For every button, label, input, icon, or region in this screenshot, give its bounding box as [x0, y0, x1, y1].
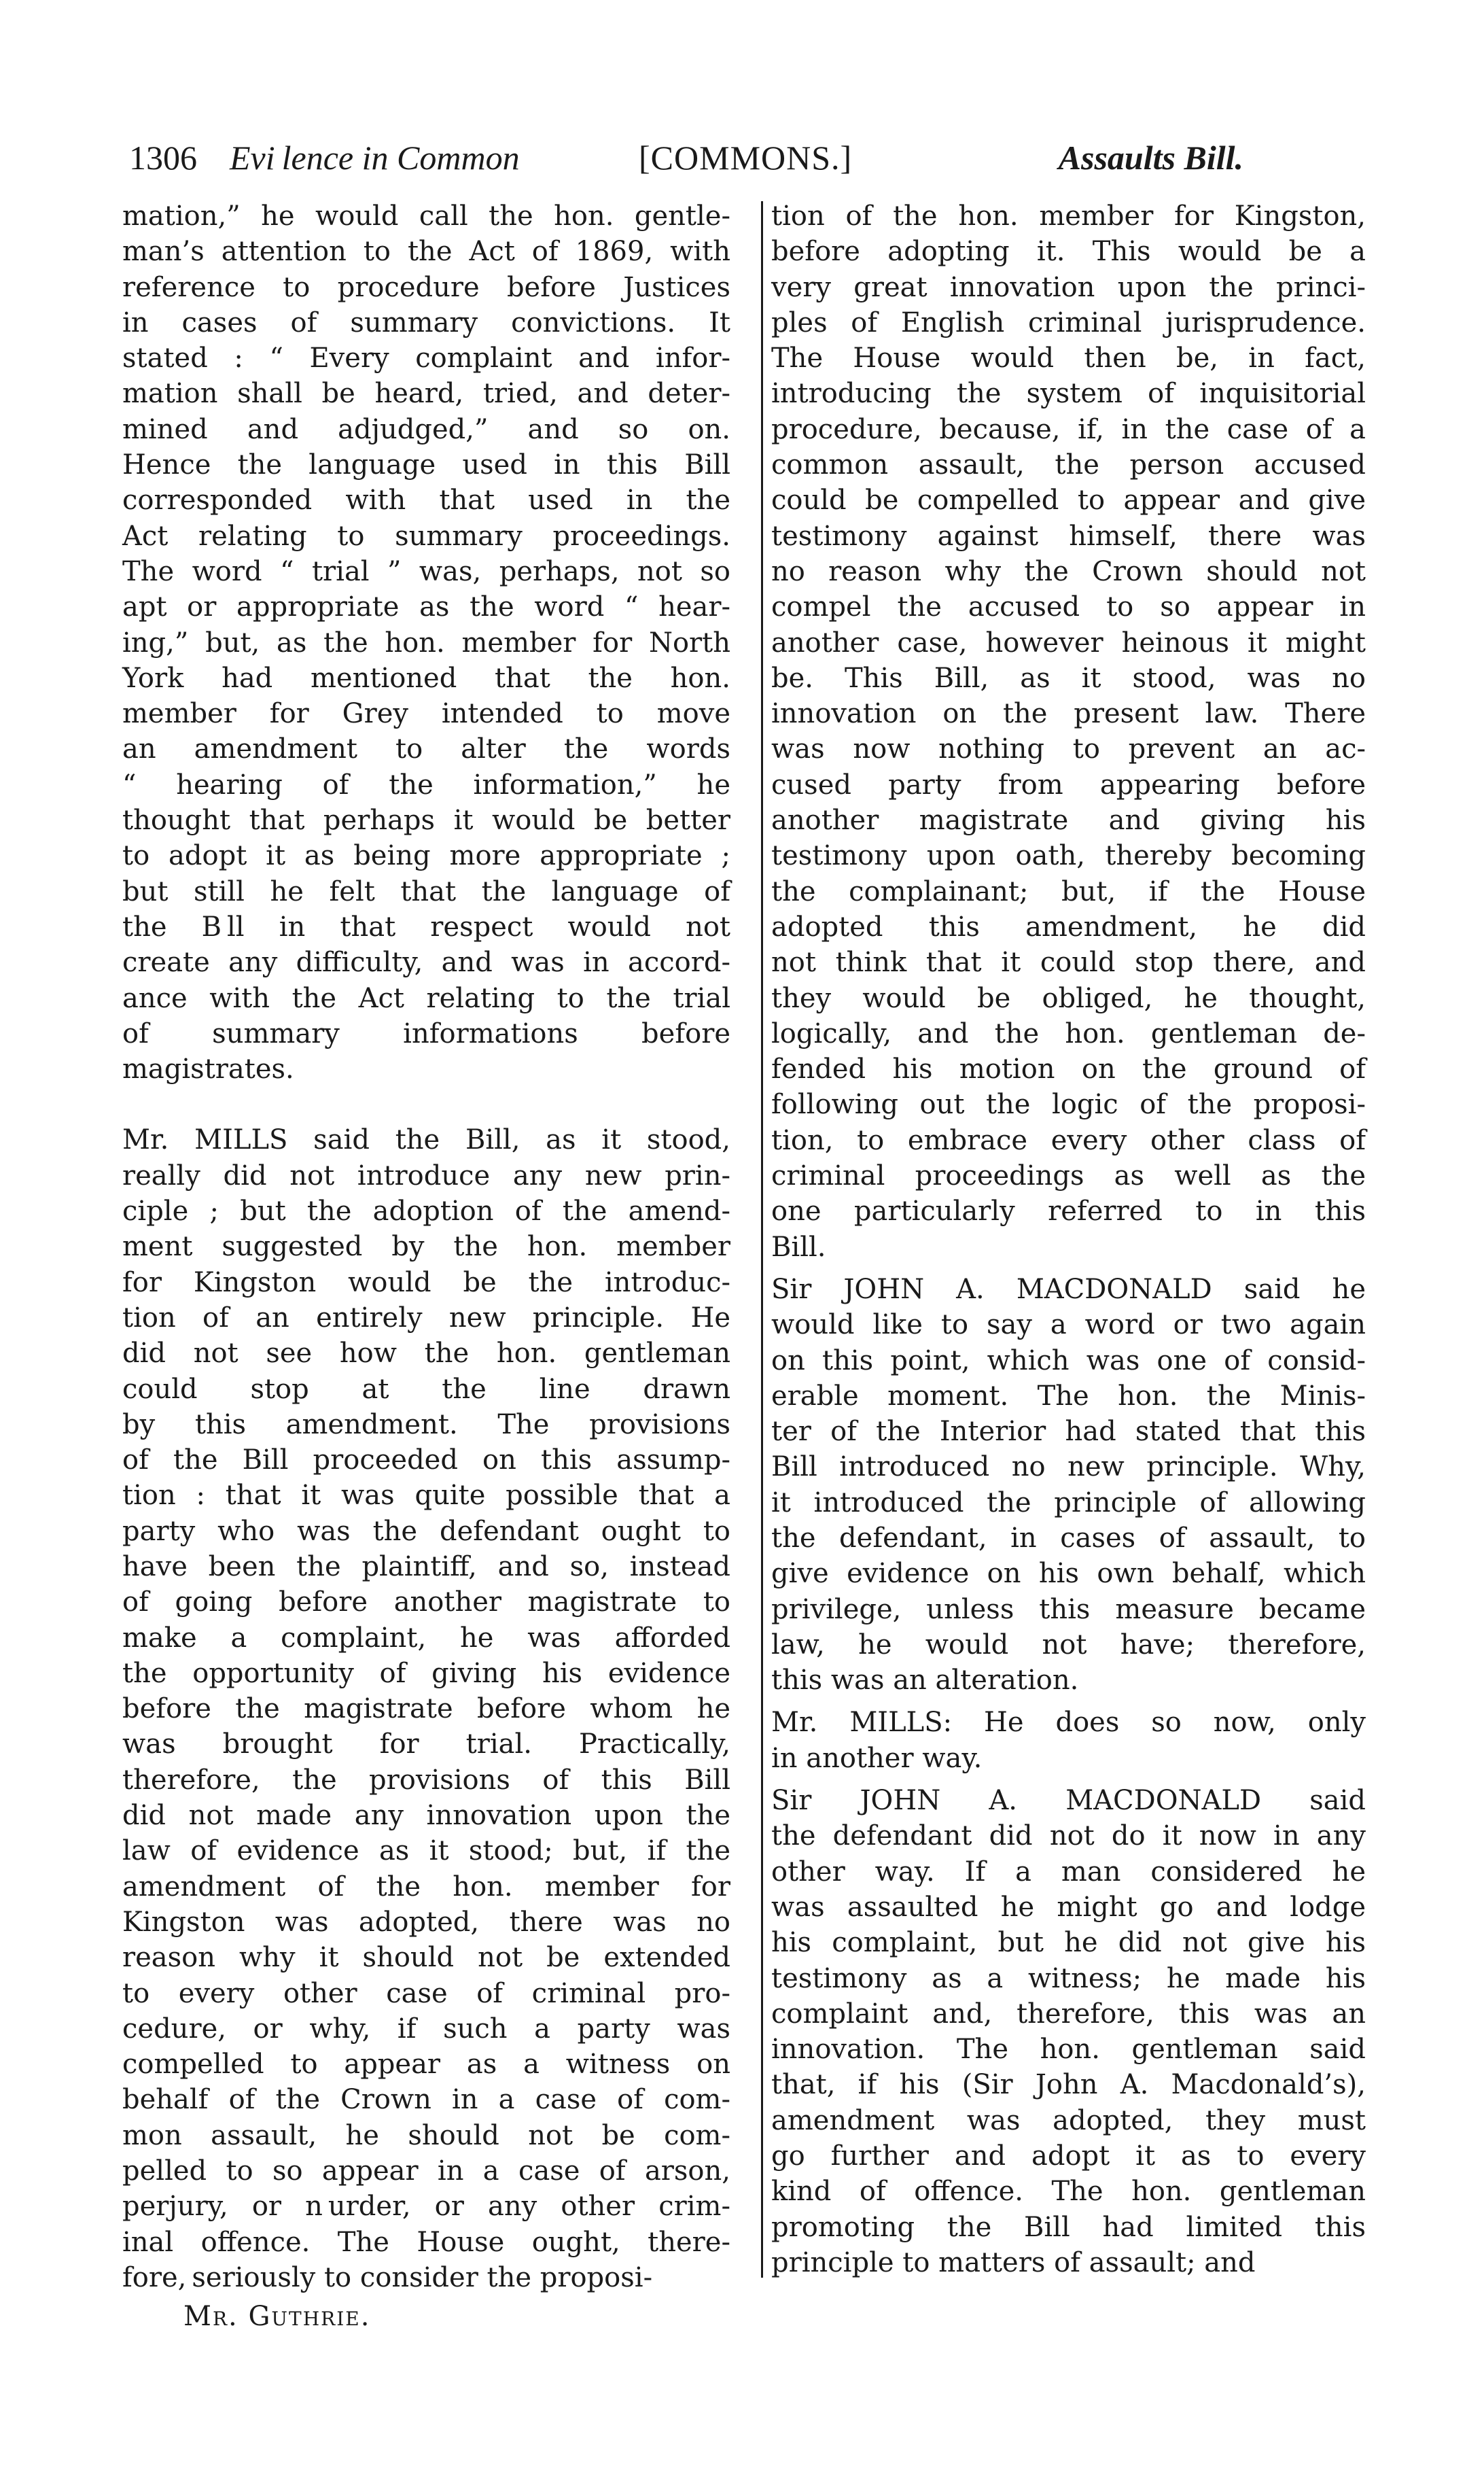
text-line: amendment was adopted, they must	[771, 2104, 1366, 2136]
text-line: but still he felt that the language of	[122, 875, 730, 907]
text-line: pelled to so appear in a case of arson,	[122, 2155, 730, 2187]
text-line: ter of the Interior had stated that this	[771, 1416, 1366, 1448]
running-title-right: Assaults Bill.	[1058, 139, 1243, 177]
text-line: have been the plaintiff, and so, instead	[122, 1550, 730, 1582]
text-line: cedure, or why, if such a party was	[122, 2013, 730, 2045]
text-line: law of evidence as it stood; but, if the	[122, 1835, 730, 1867]
text-line: an amendment to alter the words	[122, 733, 730, 765]
text-line: ples of English criminal jurisprudence.	[771, 307, 1366, 338]
text-line: mation shall be heard, tried, and deter-	[122, 378, 730, 410]
text-line: to adopt it as being more appropriate ;	[122, 840, 730, 872]
text-line: another magistrate and giving his	[771, 805, 1366, 837]
text-line: before adopting it. This would be a	[771, 236, 1366, 268]
text-line: innovation on the present law. There	[771, 698, 1366, 730]
text-line: Bill introduced no new principle. Why,	[771, 1451, 1366, 1483]
text-line: introducing the system of inquisitorial	[771, 378, 1366, 410]
text-line: Mr. MILLS: He does so now, only	[771, 1707, 1366, 1739]
text-line: another case, however heinous it might	[771, 627, 1366, 659]
text-line: party who was the defendant ought to	[122, 1515, 730, 1547]
text-line: The word “ trial ” was, perhaps, not so	[122, 555, 730, 587]
paragraph-gap	[771, 1265, 1366, 1272]
text-line: inal offence. The House ought, there-	[122, 2226, 730, 2258]
text-line: promoting the Bill had limited this	[771, 2211, 1366, 2243]
text-line: testimony upon oath, thereby becoming	[771, 840, 1366, 872]
text-line: fore, seriously to consider the proposi-	[122, 2261, 653, 2293]
text-line: mined and adjudged,” and so on.	[122, 413, 730, 445]
paragraph-gap	[771, 1698, 1366, 1705]
text-line: reference to procedure before Justices	[122, 271, 730, 303]
running-title-center: [COMMONS.]	[639, 139, 853, 177]
text-line: testimony as a witness; he made his	[771, 1962, 1366, 1994]
text-line: create any difficulty, and was in accord-	[122, 947, 730, 979]
column-rule	[761, 201, 763, 2278]
text-line: the defendant, in cases of assault, to	[771, 1522, 1366, 1554]
text-line: the opportunity of giving his evidence	[122, 1657, 730, 1689]
text-line: very great innovation upon the princi-	[771, 271, 1366, 303]
text-line: be. This Bill, as it stood, was no	[771, 662, 1366, 694]
paragraph-gap	[122, 1087, 730, 1122]
text-line: apt or appropriate as the word “ hear-	[122, 591, 730, 623]
text-line: would like to say a word or two again	[771, 1309, 1366, 1341]
text-line: go further and adopt it as to every	[771, 2140, 1366, 2172]
text-line: The House would then be, in fact,	[771, 343, 1366, 375]
text-line: ciple ; but the adoption of the amend-	[122, 1196, 730, 1228]
text-line: York had mentioned that the hon.	[122, 662, 730, 694]
paragraph-gap	[771, 1776, 1366, 1783]
text-line: in cases of summary convictions. It	[122, 307, 730, 338]
text-line: mon assault, he should not be com-	[122, 2119, 730, 2151]
text-line: his complaint, but he did not give his	[771, 1927, 1366, 1959]
text-line: criminal proceedings as well as the	[771, 1160, 1366, 1192]
text-line: Bill.	[771, 1231, 826, 1263]
text-line: could be compelled to appear and give	[771, 485, 1366, 517]
text-line: of summary informations before	[122, 1018, 730, 1049]
text-line: they would be obliged, he thought,	[771, 982, 1366, 1014]
text-line: kind of offence. The hon. gentleman	[771, 2176, 1366, 2208]
text-line: principle to matters of assault; and	[771, 2246, 1256, 2278]
text-line: adopted this amendment, he did	[771, 911, 1366, 943]
text-line: tion : that it was quite possible that a	[122, 1480, 730, 1512]
text-line: by this amendment. The provisions	[122, 1408, 730, 1440]
text-line: make a complaint, he was afforded	[122, 1622, 730, 1654]
text-line: behalf of the Crown in a case of com-	[122, 2084, 730, 2116]
page-header	[129, 131, 1243, 185]
text-line: corresponded with that used in the	[122, 485, 730, 517]
text-line: innovation. The hon. gentleman said	[771, 2034, 1366, 2066]
text-line: did not made any innovation upon the	[122, 1800, 730, 1832]
catchword: Mr. Guthrie.	[183, 2301, 371, 2332]
text-line: one particularly referred to in this	[771, 1196, 1366, 1228]
text-line: cused party from appearing before	[771, 769, 1366, 801]
running-title-left: Evi lence in Common	[230, 139, 520, 177]
text-line: complaint and, therefore, this was an	[771, 1998, 1366, 2030]
text-line: was brought for trial. Practically,	[122, 1728, 730, 1760]
text-line: before the magistrate before whom he	[122, 1693, 730, 1725]
text-line: logically, and the hon. gentleman de-	[771, 1018, 1366, 1049]
text-line: tion of the hon. member for Kingston,	[771, 201, 1366, 232]
text-line: “ hearing of the information,” he	[122, 769, 730, 801]
text-line: magistrates.	[122, 1054, 294, 1085]
text-line: ment suggested by the hon. member	[122, 1231, 730, 1263]
text-line: was now nothing to prevent an ac-	[771, 733, 1366, 765]
text-line: fended his motion on the ground of	[771, 1054, 1366, 1085]
text-line: erable moment. The hon. the Minis-	[771, 1380, 1366, 1412]
text-line: Mr. MILLS said the Bill, as it stood,	[122, 1124, 730, 1156]
text-line: tion of an entirely new principle. He	[122, 1302, 730, 1334]
text-line: procedure, because, if, in the case of a	[771, 413, 1366, 445]
text-line: ance with the Act relating to the trial	[122, 982, 730, 1014]
text-line: common assault, the person accused	[771, 449, 1366, 481]
text-line: other way. If a man considered he	[771, 1856, 1366, 1888]
text-line: really did not introduce any new prin-	[122, 1160, 730, 1192]
text-line: Sir JOHN A. MACDONALD said	[771, 1785, 1366, 1817]
text-line: was assaulted he might go and lodge	[771, 1891, 1366, 1923]
text-line: on this point, which was one of consid-	[771, 1344, 1366, 1376]
text-line: compelled to appear as a witness on	[122, 2049, 730, 2081]
text-line: Kingston was adopted, there was no	[122, 1906, 730, 1938]
text-line: of the Bill proceeded on this assump-	[122, 1444, 730, 1476]
text-line: of going before another magistrate to	[122, 1586, 730, 1618]
text-line: law, he would not have; therefore,	[771, 1629, 1366, 1661]
text-line: that, if his (Sir John A. Macdonald’s),	[771, 2069, 1366, 2101]
text-line: therefore, the provisions of this Bill	[122, 1764, 730, 1796]
right-column	[771, 198, 1366, 2280]
text-line: could stop at the line drawn	[122, 1373, 730, 1405]
text-line: to every other case of criminal pro-	[122, 1977, 730, 2009]
text-line: the B ll in that respect would not	[122, 911, 730, 943]
text-line: no reason why the Crown should not	[771, 555, 1366, 587]
text-line: the defendant did not do it now in any	[771, 1820, 1366, 1852]
text-line: privilege, unless this measure became	[771, 1593, 1366, 1625]
text-line: Act relating to summary proceedings.	[122, 520, 730, 552]
text-line: thought that perhaps it would be better	[122, 805, 730, 837]
left-column	[122, 198, 730, 2295]
text-line: reason why it should not be extended	[122, 1942, 730, 1974]
text-line: stated : “ Every complaint and infor-	[122, 343, 730, 375]
page-number: 1306	[129, 139, 197, 177]
text-line: testimony against himself, there was	[771, 520, 1366, 552]
text-line: following out the logic of the proposi-	[771, 1089, 1366, 1121]
text-line: man’s attention to the Act of 1869, with	[122, 236, 730, 268]
text-line: tion, to embrace every other class of	[771, 1124, 1366, 1156]
text-line: amendment of the hon. member for	[122, 1871, 730, 1902]
text-line: ing,” but, as the hon. member for North	[122, 627, 730, 659]
text-line: it introduced the principle of allowing	[771, 1487, 1366, 1518]
text-line: compel the accused to so appear in	[771, 591, 1366, 623]
text-line: not think that it could stop there, and	[771, 947, 1366, 979]
text-line: this was an alteration.	[771, 1665, 1079, 1697]
text-line: Hence the language used in this Bill	[122, 449, 730, 481]
text-line: the complainant; but, if the House	[771, 875, 1366, 907]
text-line: Sir JOHN A. MACDONALD said he	[771, 1273, 1366, 1305]
text-line: did not see how the hon. gentleman	[122, 1338, 730, 1370]
text-line: perjury, or n urder, or any other crim-	[122, 2191, 730, 2223]
text-line: member for Grey intended to move	[122, 698, 730, 730]
text-line: mation,” he would call the hon. gentle-	[122, 201, 730, 232]
text-line: in another way.	[771, 1742, 983, 1774]
text-line: for Kingston would be the introduc-	[122, 1266, 730, 1298]
text-line: give evidence on his own behalf, which	[771, 1558, 1366, 1590]
